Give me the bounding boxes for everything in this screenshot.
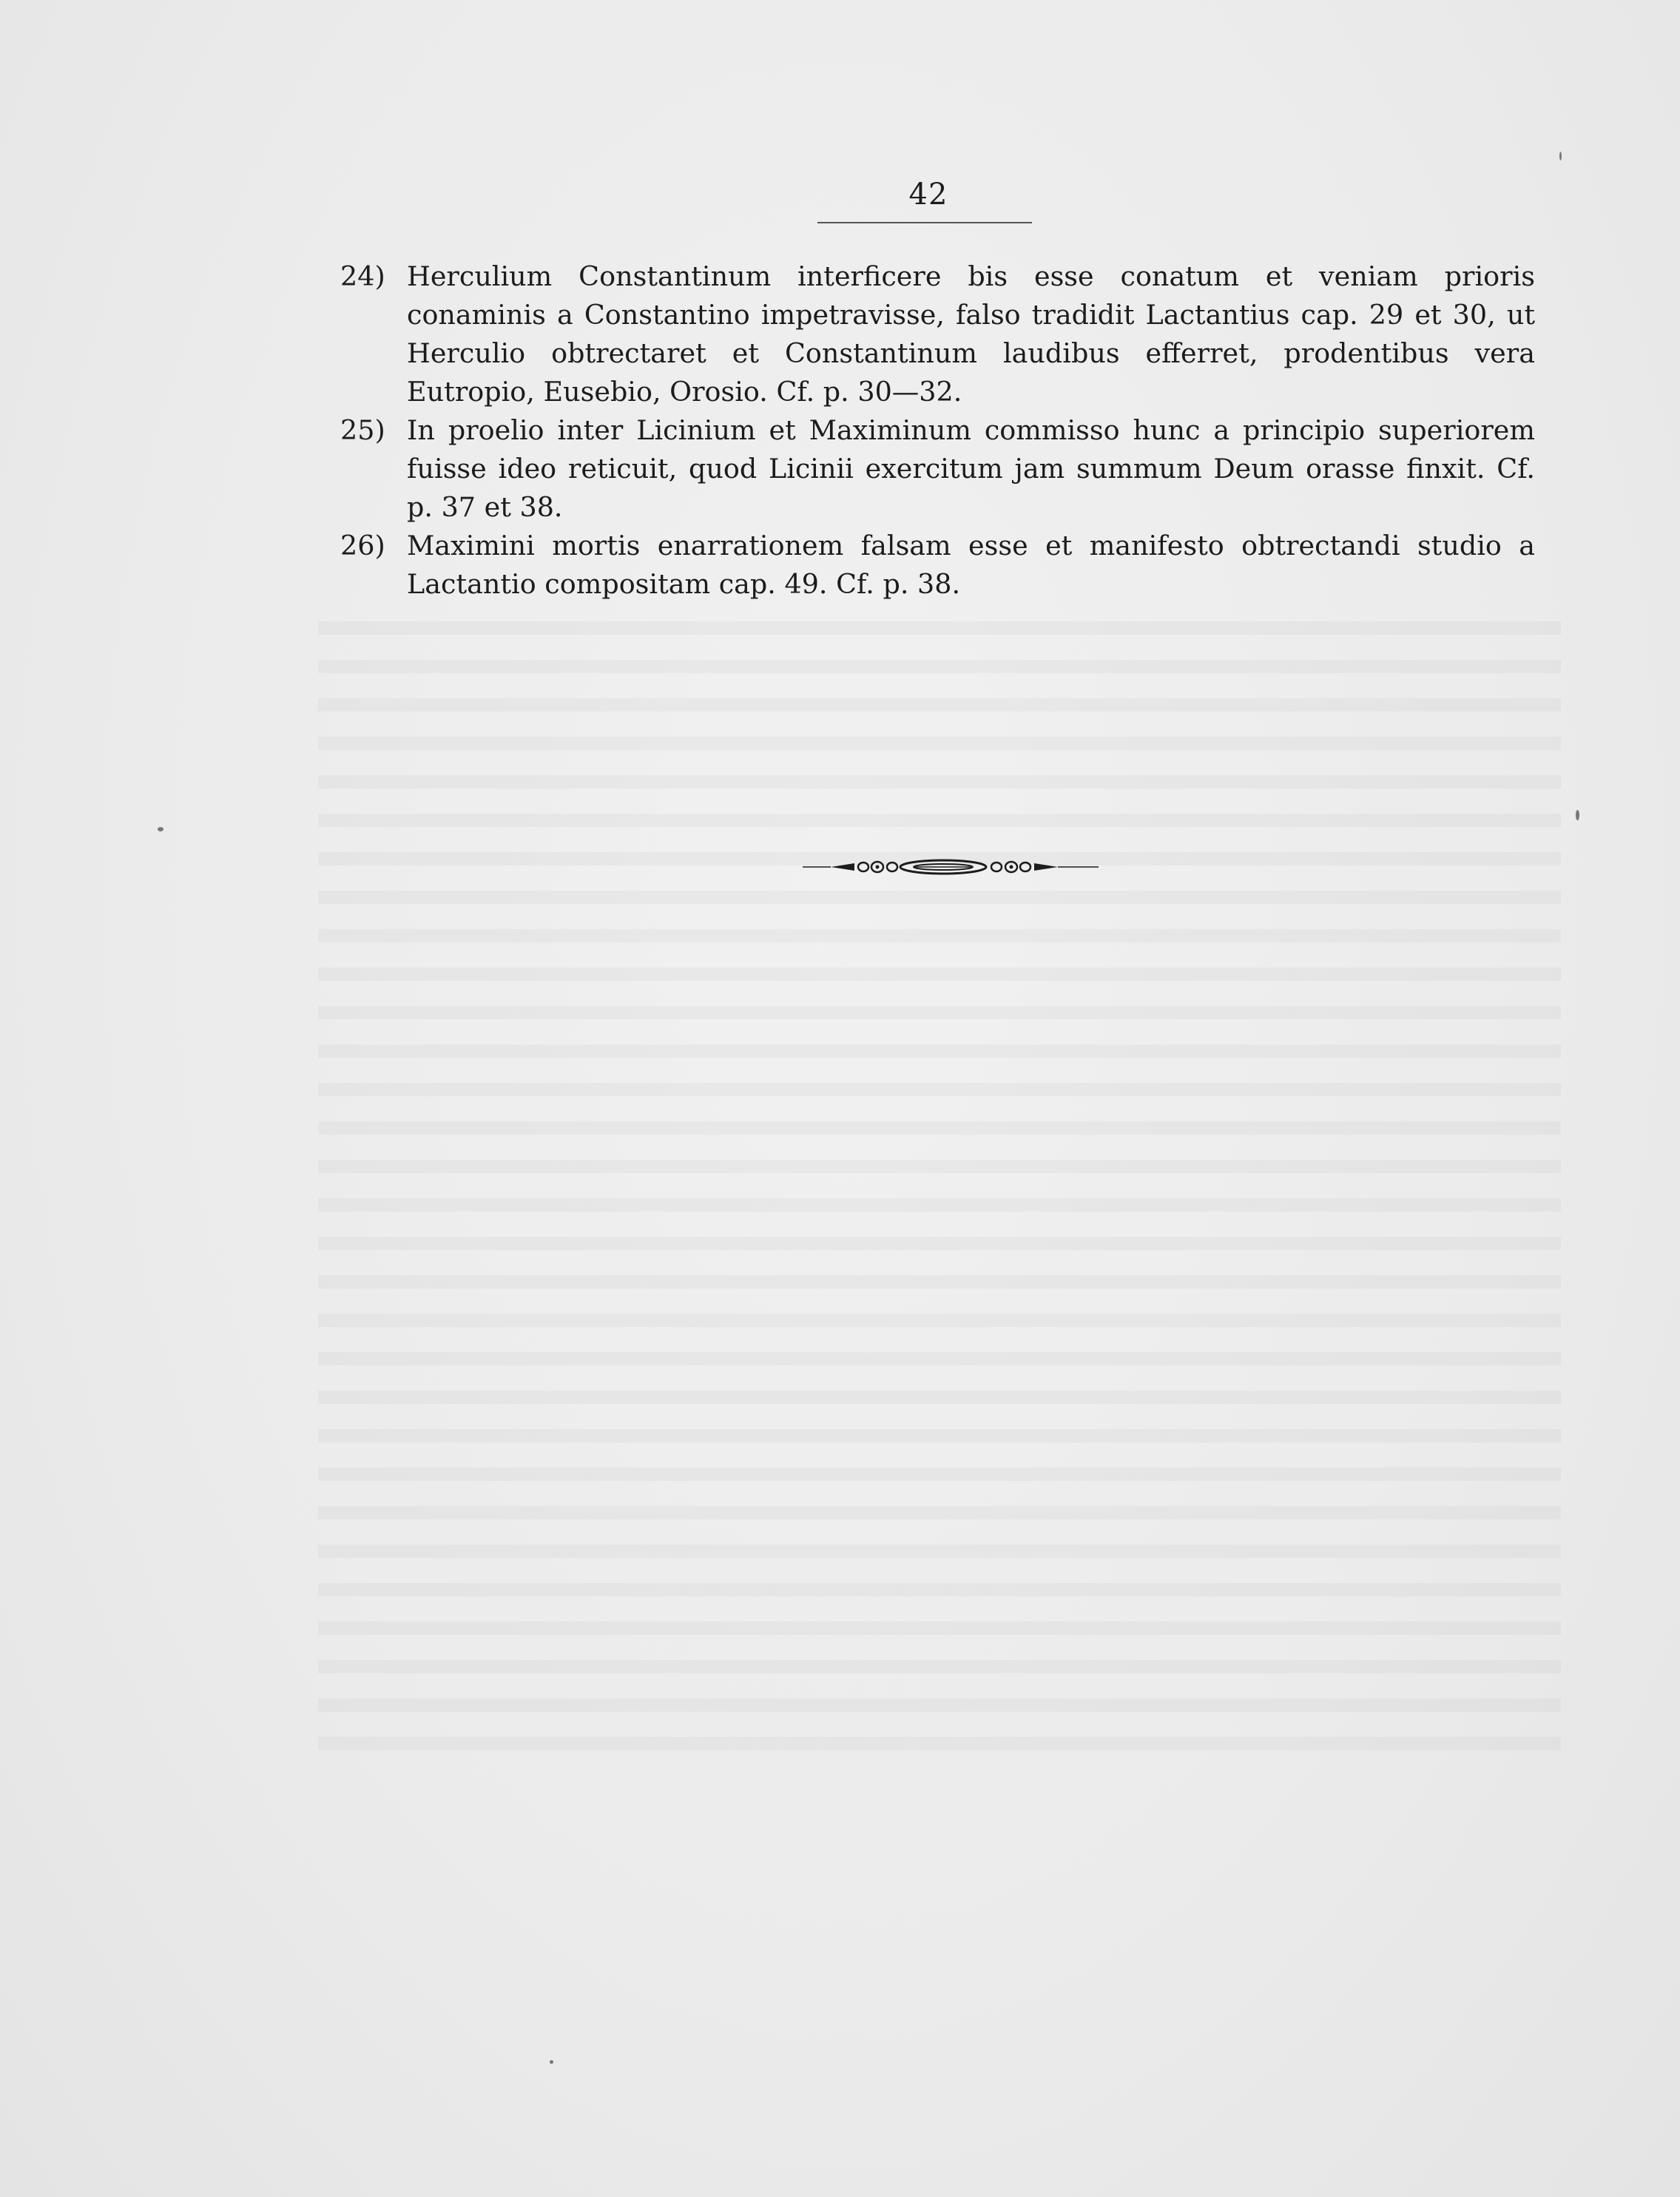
page-number: 42: [908, 178, 948, 212]
footnote-list: [340, 257, 1535, 604]
footnote-number: 26): [340, 530, 385, 561]
footnote-25: [340, 411, 1535, 527]
footnote-number: 25): [340, 414, 385, 446]
footnote-24: [340, 257, 1535, 411]
footnote-text: Herculium Constantinum interficere bis esse conatum et veniam prioris conaminis a Constantino impetravisse, falso tradidit Lactantius cap. 29 et 30, ut Herculio obtrectaret et Constantinum laudibus efferret, prodentibus vera Eutropio, Eusebio, Orosio. Cf. p. 30—32.: [407, 260, 1535, 408]
footnote-26: [340, 527, 1535, 604]
paper-speck: [1559, 152, 1562, 161]
paper-speck: [158, 827, 163, 831]
bleed-through-texture: [318, 621, 1561, 1775]
page-number-rule: [817, 222, 1032, 223]
paper-speck: [1576, 810, 1579, 820]
footnote-number: 24): [340, 260, 385, 292]
ornamental-divider-icon: [803, 852, 1099, 882]
footnote-text: Maximini mortis enarrationem falsam esse et manifesto obtrectandi studio a Lactantio compositam cap. 49. Cf. p. 38.: [407, 530, 1535, 600]
paper-speck: [550, 2060, 553, 2064]
footnote-text: In proelio inter Licinium et Maximinum commisso hunc a principio superiorem fuisse ideo reticuit, quod Licinii exercitum jam summum Deum orasse finxit. Cf. p. 37 et 38.: [407, 414, 1535, 523]
